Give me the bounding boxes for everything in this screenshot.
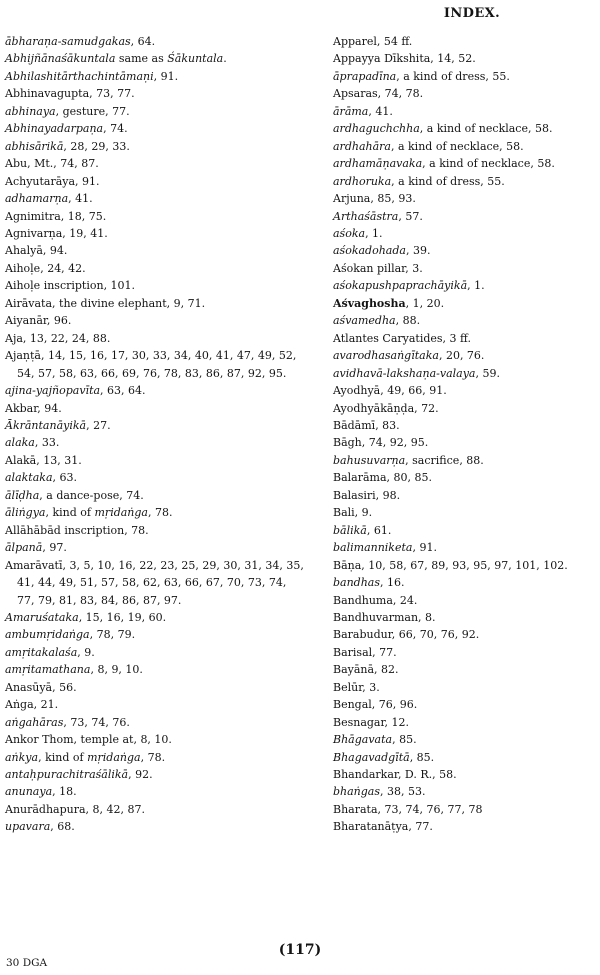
index-text: Alakā, 13, 31. bbox=[5, 453, 82, 467]
index-text: , 41. bbox=[368, 104, 393, 118]
index-term-italic: bahusuvarṇa bbox=[333, 453, 406, 467]
index-entry bbox=[5, 50, 315, 67]
index-text: , gesture, 77. bbox=[55, 104, 130, 118]
index-entry bbox=[5, 295, 315, 312]
index-text: , 1, 20. bbox=[405, 296, 445, 310]
index-entry bbox=[333, 120, 595, 137]
index-text: Bāgh, 74, 92, 95. bbox=[333, 436, 429, 450]
index-text: Besnagar, 12. bbox=[333, 715, 410, 729]
index-entry bbox=[5, 679, 315, 696]
index-term-italic: āliṅgya bbox=[5, 506, 46, 520]
index-term-italic: bhaṅgas bbox=[333, 785, 381, 799]
index-text: Bandhuvarman, 8. bbox=[333, 610, 436, 624]
index-text: , 78, 79. bbox=[89, 628, 136, 642]
index-term-italic: Bhāgavata bbox=[333, 733, 393, 747]
index-term-italic: avarodhasaṅgītaka bbox=[333, 349, 439, 363]
index-entry bbox=[333, 679, 595, 696]
index-text: 41, 44, 49, 51, 57, 58, 62, 63, 66, 67, 70, 73, 74, bbox=[17, 576, 287, 590]
index-text: Balasiri, 98. bbox=[333, 488, 401, 502]
index-text: , 68. bbox=[50, 820, 75, 834]
index-entry bbox=[333, 818, 595, 835]
index-term-italic: bandhas bbox=[333, 576, 381, 590]
index-entry bbox=[5, 504, 315, 521]
index-entry bbox=[5, 731, 315, 748]
index-text: Bengal, 76, 96. bbox=[333, 698, 418, 712]
index-text: Bayānā, 82. bbox=[333, 663, 399, 677]
index-text: , 78. bbox=[148, 506, 173, 520]
index-term-italic: āprapadīna bbox=[333, 69, 397, 83]
index-text: Belūr, 3. bbox=[333, 680, 380, 694]
index-term-italic: anunaya bbox=[5, 785, 53, 799]
index-entry bbox=[333, 592, 595, 609]
index-entry bbox=[333, 539, 595, 556]
index-entry bbox=[333, 452, 595, 469]
index-entry bbox=[5, 120, 315, 137]
index-term-italic: balimanniketa bbox=[333, 541, 413, 555]
index-term-italic: aśokadohada bbox=[333, 244, 406, 258]
index-term-italic: mṛidaṅga bbox=[87, 750, 141, 764]
index-text: Achyutarāya, 91. bbox=[5, 174, 100, 188]
index-text: Aja, 13, 22, 24, 88. bbox=[5, 331, 111, 345]
index-entry bbox=[333, 801, 595, 818]
index-term-italic: Abhijñānaśākuntala bbox=[5, 52, 116, 66]
index-entry bbox=[5, 539, 315, 556]
index-entry bbox=[5, 557, 315, 574]
index-text: Bhandarkar, D. R., 58. bbox=[333, 768, 457, 782]
index-entry bbox=[5, 469, 315, 486]
index-entry bbox=[5, 801, 315, 818]
index-entry bbox=[5, 208, 315, 225]
index-entry bbox=[333, 295, 595, 312]
index-text: , 85. bbox=[392, 733, 417, 747]
index-term-italic: alaka bbox=[5, 436, 35, 450]
index-text: Aihoḷe inscription, 101. bbox=[5, 279, 136, 293]
index-entry bbox=[5, 155, 315, 172]
index-text: , 41. bbox=[68, 192, 93, 206]
index-term-italic: aṅkya bbox=[5, 750, 39, 764]
index-entry bbox=[333, 469, 595, 486]
index-entry bbox=[5, 818, 315, 835]
index-entry bbox=[333, 190, 595, 207]
index-text: , 78. bbox=[140, 750, 166, 764]
index-entry bbox=[5, 33, 315, 50]
index-text: Ayodhyā, 49, 66, 91. bbox=[333, 384, 447, 398]
index-entry bbox=[333, 50, 595, 67]
index-text: , 15, 16, 19, 60. bbox=[78, 610, 167, 624]
index-entry bbox=[333, 574, 595, 591]
index-entry bbox=[333, 766, 595, 783]
index-entry bbox=[5, 173, 315, 190]
index-term-italic: Abhilashitārthachintāmaṇi bbox=[5, 69, 154, 83]
index-text: Appayya Dīkshita, 14, 52. bbox=[333, 52, 476, 66]
page-number: (117) bbox=[278, 942, 322, 958]
index-title: INDEX. bbox=[443, 6, 501, 21]
index-entry bbox=[333, 330, 595, 347]
index-text: , 20, 76. bbox=[438, 349, 485, 363]
index-text: Abhinavagupta, 73, 77. bbox=[5, 87, 135, 101]
index-entry bbox=[333, 347, 595, 364]
index-term-italic: mṛidaṅga bbox=[94, 506, 148, 520]
index-text: , 27. bbox=[86, 418, 111, 432]
index-entry bbox=[333, 33, 595, 50]
index-entry bbox=[333, 557, 595, 574]
index-entry bbox=[5, 260, 315, 277]
index-entry bbox=[5, 749, 315, 766]
index-entry bbox=[5, 783, 315, 800]
page-header bbox=[0, 2, 600, 21]
index-text: , 74. bbox=[103, 122, 128, 136]
index-text: , 1. bbox=[467, 279, 485, 293]
index-term-italic: amṛitamathana bbox=[5, 663, 91, 677]
index-entry bbox=[5, 609, 315, 626]
index-entry bbox=[333, 260, 595, 277]
index-term-italic: amṛitakalaśa bbox=[5, 645, 78, 659]
index-text: , a kind of necklace, 58. bbox=[419, 122, 553, 136]
index-text: , a kind of dress, 55. bbox=[396, 69, 510, 83]
index-entry bbox=[333, 783, 595, 800]
index-text: , 57. bbox=[398, 209, 423, 223]
index-text: Agnivarṇa, 19, 41. bbox=[5, 226, 108, 240]
index-entry bbox=[5, 417, 315, 434]
index-entry bbox=[333, 644, 595, 661]
index-text: Allāhābād inscription, 78. bbox=[5, 523, 149, 537]
index-term-italic: aśvamedha bbox=[333, 314, 396, 328]
index-entry bbox=[5, 277, 315, 294]
index-entry bbox=[5, 661, 315, 678]
index-entry bbox=[333, 103, 595, 120]
index-text: Barisal, 77. bbox=[333, 645, 397, 659]
index-entry bbox=[5, 347, 315, 364]
index-term-italic: abhisārikā bbox=[5, 139, 64, 153]
index-term-italic: ajina-yajñopavīta bbox=[5, 384, 101, 398]
index-term-bold: Aśvaghosha bbox=[333, 296, 406, 310]
index-entry bbox=[333, 208, 595, 225]
index-term-italic: ārāma bbox=[333, 104, 369, 118]
index-entry bbox=[333, 731, 595, 748]
index-term-italic: aśoka bbox=[333, 226, 366, 240]
index-entry bbox=[333, 504, 595, 521]
index-text: Apparel, 54 ff. bbox=[333, 35, 413, 48]
index-entry bbox=[333, 68, 595, 85]
index-text: Bāṇa, 10, 58, 67, 89, 93, 95, 97, 101, 102. bbox=[333, 558, 568, 572]
index-entry bbox=[5, 330, 315, 347]
index-term-italic: aśokapushpaprachāyikā bbox=[333, 279, 468, 293]
index-entry-continuation bbox=[5, 592, 315, 609]
index-entry bbox=[333, 242, 595, 259]
index-text: , sacrifice, 88. bbox=[405, 453, 484, 467]
index-entry bbox=[5, 312, 315, 329]
index-entry bbox=[333, 696, 595, 713]
index-text: Bādāmī, 83. bbox=[333, 418, 400, 432]
index-text: Bharata, 73, 74, 76, 77, 78 bbox=[333, 802, 483, 816]
index-term-italic: ābharaṇa-samudgakas bbox=[5, 35, 131, 48]
index-text: Airāvata, the divine elephant, 9, 71. bbox=[5, 296, 206, 310]
index-text: , 91. bbox=[153, 69, 179, 83]
index-text: , 28, 29, 33. bbox=[63, 139, 130, 153]
index-text: Aiyanār, 96. bbox=[5, 314, 72, 328]
index-text: Agnimitra, 18, 75. bbox=[5, 209, 107, 223]
index-text: , 61. bbox=[366, 523, 392, 537]
index-text: Bali, 9. bbox=[333, 506, 373, 520]
index-entry bbox=[333, 312, 595, 329]
index-text: , 16. bbox=[380, 576, 405, 590]
index-term-italic: ardhaguchchha bbox=[333, 122, 420, 136]
index-term-italic: avidhavā-lakshaṇa-valaya bbox=[333, 366, 476, 380]
index-text: , 38, 53. bbox=[380, 785, 426, 799]
index-text: , 63, 64. bbox=[100, 384, 146, 398]
index-entry bbox=[5, 68, 315, 85]
index-term-italic: ālīḍha bbox=[5, 488, 40, 502]
index-entry bbox=[5, 487, 315, 504]
index-text: Anurādhapura, 8, 42, 87. bbox=[5, 802, 146, 816]
index-entry bbox=[333, 400, 595, 417]
index-text: Balarāma, 80, 85. bbox=[333, 471, 432, 485]
index-text: , 97. bbox=[42, 541, 67, 555]
index-text: , 33. bbox=[34, 436, 60, 450]
index-term-italic: antaḥpurachitraśālikā bbox=[5, 768, 129, 782]
index-term-italic: Amaruśataka bbox=[5, 610, 79, 624]
index-entry bbox=[333, 382, 595, 399]
index-entry bbox=[333, 277, 595, 294]
index-term-italic: Ākrāntanāyikā bbox=[5, 418, 87, 432]
index-entry bbox=[5, 434, 315, 451]
index-text: Barabudur, 66, 70, 76, 92. bbox=[333, 628, 480, 642]
index-term-italic: bālikā bbox=[333, 523, 367, 537]
index-term-italic: ardhoruka bbox=[333, 174, 392, 188]
index-text: , 18. bbox=[52, 785, 77, 799]
index-entry bbox=[5, 452, 315, 469]
index-text: , 91. bbox=[412, 541, 437, 555]
index-term-italic: aṅgahāras bbox=[5, 715, 64, 729]
index-text: , 63. bbox=[52, 471, 78, 485]
index-text: Aihoḷe, 24, 42. bbox=[5, 261, 86, 275]
index-text: Ahalyā, 94. bbox=[5, 244, 68, 258]
index-entry bbox=[5, 626, 315, 643]
index-term-italic: ālpanā bbox=[5, 541, 43, 555]
index-column-right bbox=[333, 33, 595, 836]
index-entry bbox=[333, 138, 595, 155]
index-entry bbox=[5, 766, 315, 783]
index-text: Ayodhyākāṇḍa, 72. bbox=[333, 401, 439, 415]
index-text: 77, 79, 81, 83, 84, 86, 87, 97. bbox=[17, 593, 182, 607]
index-term-italic: alaktaka bbox=[5, 471, 53, 485]
index-entry bbox=[333, 365, 595, 382]
index-entry bbox=[5, 242, 315, 259]
index-text: , 1. bbox=[365, 226, 383, 240]
index-entry bbox=[5, 225, 315, 242]
index-term-italic: upavara bbox=[5, 820, 51, 834]
index-text: , a dance-pose, 74. bbox=[39, 488, 144, 502]
index-text: , 59. bbox=[475, 366, 500, 380]
index-text: Bharatanāṭya, 77. bbox=[333, 820, 433, 834]
index-text: , a kind of necklace, 58. bbox=[390, 139, 524, 153]
index-entry-continuation bbox=[5, 365, 315, 382]
index-term-italic: adhamarṇa bbox=[5, 192, 69, 206]
index-term-italic: Arthaśāstra bbox=[333, 209, 399, 223]
index-text: Amarāvatī, 3, 5, 10, 16, 22, 23, 25, 29, 30, 31, 34, 35, bbox=[5, 558, 304, 572]
print-signature-mark: 30 DGA bbox=[6, 957, 48, 969]
index-term-italic: abhinaya bbox=[5, 104, 56, 118]
index-text: 54, 57, 58, 63, 66, 69, 76, 78, 83, 86, 87, 92, 95. bbox=[17, 366, 287, 380]
index-term-italic: Bhagavadgītā bbox=[333, 750, 410, 764]
index-text: , kind of bbox=[38, 750, 88, 764]
index-text: Arjuna, 85, 93. bbox=[333, 192, 416, 206]
index-entry-continuation bbox=[5, 574, 315, 591]
index-text: Bandhuma, 24. bbox=[333, 593, 418, 607]
index-entry bbox=[333, 173, 595, 190]
index-term-italic: Śākuntala bbox=[167, 52, 224, 66]
index-text: , a kind of necklace, 58. bbox=[422, 157, 555, 171]
index-text: Anasūyā, 56. bbox=[5, 680, 77, 694]
index-text: same as bbox=[115, 52, 168, 66]
index-text: , kind of bbox=[45, 506, 95, 520]
index-text: Aṅga, 21. bbox=[5, 698, 59, 712]
index-entry bbox=[5, 382, 315, 399]
index-text: Aśokan pillar, 3. bbox=[333, 261, 423, 275]
index-text: , 92. bbox=[128, 768, 153, 782]
index-entry bbox=[333, 225, 595, 242]
index-entry bbox=[333, 434, 595, 451]
index-entry bbox=[333, 749, 595, 766]
index-text: , 9. bbox=[77, 645, 95, 659]
index-term-italic: ambumṛidaṅga bbox=[5, 628, 90, 642]
index-text: , 39. bbox=[405, 244, 431, 258]
index-entry bbox=[5, 400, 315, 417]
index-entry bbox=[5, 190, 315, 207]
index-entry bbox=[5, 103, 315, 120]
index-text: Ankor Thom, temple at, 8, 10. bbox=[5, 733, 172, 747]
index-text: , a kind of dress, 55. bbox=[391, 174, 505, 188]
index-entry bbox=[5, 714, 315, 731]
index-entry bbox=[5, 696, 315, 713]
index-text: Apsaras, 74, 78. bbox=[333, 87, 424, 101]
index-text: , 73, 74, 76. bbox=[63, 715, 130, 729]
index-text: . bbox=[223, 52, 227, 66]
index-text: Ajaṇṭā, 14, 15, 16, 17, 30, 33, 34, 40, 41, 47, 49, 52, bbox=[5, 349, 297, 363]
index-term-italic: ardhahāra bbox=[333, 139, 391, 153]
index-text: Akbar, 94. bbox=[5, 401, 62, 415]
index-entry bbox=[333, 609, 595, 626]
index-text: Atlantes Caryatides, 3 ff. bbox=[333, 331, 471, 345]
index-entry bbox=[333, 487, 595, 504]
index-term-italic: Abhinayadarpaṇa bbox=[5, 122, 104, 136]
index-entry bbox=[333, 417, 595, 434]
index-entry bbox=[5, 138, 315, 155]
index-entry bbox=[5, 85, 315, 102]
index-entry bbox=[333, 522, 595, 539]
index-entry bbox=[333, 661, 595, 678]
index-entry bbox=[5, 644, 315, 661]
index-text: , 85. bbox=[409, 750, 435, 764]
index-text: , 8, 9, 10. bbox=[90, 663, 143, 677]
index-text: Abu, Mt., 74, 87. bbox=[5, 157, 99, 171]
index-term-italic: ardhamāṇavaka bbox=[333, 157, 423, 171]
index-entry bbox=[333, 626, 595, 643]
index-text: , 88. bbox=[395, 314, 421, 328]
index-entry bbox=[333, 714, 595, 731]
index-entry bbox=[333, 85, 595, 102]
index-entry bbox=[333, 155, 595, 172]
index-text: , 64. bbox=[130, 35, 156, 48]
index-column-left bbox=[5, 33, 315, 836]
index-entry bbox=[5, 522, 315, 539]
